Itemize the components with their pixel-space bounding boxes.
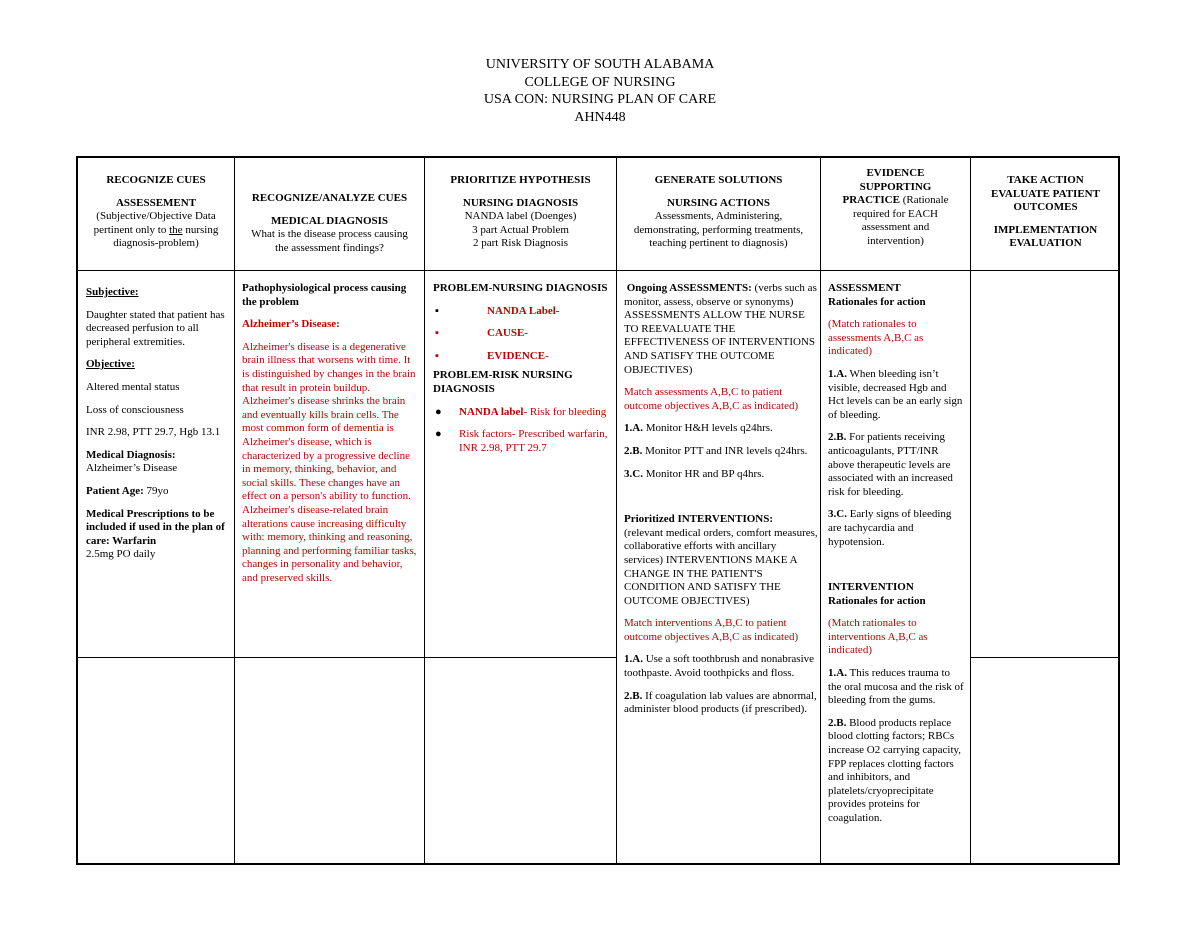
- column-title: PRIORITIZE HYPOTHESIS: [450, 174, 591, 186]
- header-plan-title: USA CON: NURSING PLAN OF CARE: [483, 92, 717, 107]
- risk-heading: PROBLEM-RISK NURSING DIAGNOSIS: [433, 369, 573, 395]
- column-desc: What is the disease process causing: [251, 228, 408, 241]
- assessment-item: 1.A. Monitor H&H levels q24hrs.: [624, 422, 773, 435]
- column-header-take-action: [971, 174, 1120, 251]
- nursing-diagnosis-cell: [433, 282, 613, 455]
- rationale-item: 1.A. This reduces trauma to the oral mucosa and the risk of bleeding from the gums.: [828, 667, 964, 707]
- rationale-item: 2.B. Blood products replace blood clotting factors; RBCs increase O2 carrying capacity, FPP replaces clotting factors and inhibitors, and platelets/cryoprecipitate provides proteins for coagulation.: [828, 716, 962, 824]
- column-desc: required for EACH: [853, 207, 938, 220]
- header-university: UNIVERSITY OF SOUTH ALABAMA: [485, 57, 715, 72]
- prioritized-interventions-label: Prioritized INTERVENTIONS:: [624, 513, 774, 526]
- column-desc: pertinent only to the nursing: [93, 223, 219, 236]
- prescriptions-label: Medical Prescriptions to be included if used in the plan of care: Warfarin: [86, 507, 225, 547]
- patient-age: Patient Age: 79yo: [86, 484, 169, 497]
- risk-factors-bullet: ● Risk factors- Prescribed warfarin, INR 2.98, PTT 29.7: [435, 428, 608, 454]
- column-desc: (Subjective/Objective Data: [96, 210, 216, 223]
- risk-nanda-bullet: ● NANDA label- Risk for bleeding: [435, 405, 607, 418]
- column-title: EVALUATION: [1009, 237, 1082, 250]
- header-college: COLLEGE OF NURSING: [524, 74, 676, 90]
- cause-bullet: ▪ CAUSE-: [435, 327, 528, 340]
- column-header-generate-solutions: [617, 174, 820, 251]
- column-subtitle: ASSESSEMENT: [115, 196, 197, 209]
- patho-text: Alzheimer's disease is a degenerative brain illness that worsens with time. It is distinguished by changes in the brain that result in protein buildup. Alzheimer's disease shrinks the brain and eventually kills brain cells. The most common form of dementia is Alzheimer's disease, which is characterized by a progressive decline in memory, thinking, behavior, and social skills. These changes have an effect on a person's ability to function. Alzheimer's disease-related brain alterations cause increasing difficulty with: memory, thinking and reasoning, planning and performing familiar tasks, changes in personality and behavior, and preserved skills.: [242, 340, 417, 584]
- intervention-item: 2.B. If coagulation lab values are abnormal, administer blood products (if prescribed).: [624, 689, 817, 716]
- ongoing-assessments: Ongoing ASSESSMENTS: (verbs such as monitor, assess, observe or synonyms) ASSESSMENTS ALLOW THE NURSE TO REEVALUATE THE EFFECTIVENESS OF INTERVENTIONS AND SATISFY THE OUTCOME OBJECTIVES): [624, 282, 817, 376]
- nanda-label-bullet: ▪ NANDA Label-: [435, 304, 560, 317]
- subjective-text: Daughter stated that patient has decreased perfusion to all peripheral extremities.: [86, 308, 225, 348]
- assessment-item: 3.C. Monitor HR and BP q4hrs.: [624, 467, 765, 480]
- column-desc: NANDA label (Doenges): [464, 210, 577, 223]
- evaluation-cell-top: [971, 271, 1120, 657]
- document-header: [0, 56, 1200, 126]
- medical-diagnosis: Alzheimer’s Disease: [86, 462, 178, 475]
- rationale-item: 2.B. For patients receiving anticoagulants, PTT/INR above therapeutic levels are associated with an increased risk for bleeding.: [828, 431, 953, 498]
- column-desc: assessment and: [861, 221, 930, 234]
- column-desc: Assessments, Administering,: [654, 210, 783, 223]
- assessment-rationale-sub: Rationales for action: [828, 295, 926, 308]
- column-title: OUTCOMES: [1013, 201, 1078, 214]
- column-desc: demonstrating, performing treatments,: [633, 223, 804, 236]
- assessment-item: 2.B. Monitor PTT and INR levels q24hrs.: [624, 444, 808, 457]
- column-desc: diagnosis-problem): [113, 237, 199, 250]
- assessment-rationale-heading: ASSESSMENT: [828, 282, 901, 294]
- rationale-item: 3.C. Early signs of bleeding are tachycardia and hypotension.: [828, 508, 952, 548]
- disease-label: Alzheimer’s Disease:: [242, 318, 340, 331]
- medical-diagnosis-cell: [242, 282, 420, 585]
- match-assessments-note: Match assessments A,B,C to patient outcome objectives A,B,C as indicated): [624, 386, 799, 412]
- column-subtitle: NURSING ACTIONS: [667, 196, 770, 209]
- column-desc: 2 part Risk Diagnosis: [472, 237, 569, 250]
- objective-item: INR 2.98, PTT 29.7, Hgb 13.1: [86, 426, 221, 439]
- column-header-evidence: [821, 167, 970, 249]
- column-title: RECOGNIZE/ANALYZE CUES: [251, 192, 408, 204]
- intervention-item: 1.A. Use a soft toothbrush and nonabrasive toothpaste. Avoid toothpicks and floss.: [624, 653, 815, 680]
- match-interventions-note: Match interventions A,B,C to patient outcome objectives A,B,C as indicated): [624, 617, 799, 643]
- column-header-prioritize: [425, 174, 616, 251]
- column-header-recognize-cues: [78, 174, 234, 251]
- evaluation-cell-bottom: [971, 658, 1120, 863]
- objective-item: Loss of consciousness: [86, 403, 184, 416]
- assessment-rationale-note: (Match rationales to assessments A,B,C as indicated): [828, 318, 924, 358]
- prioritized-interventions-text: (relevant medical orders, comfort measures, collaborative efforts with ancillary services) INTERVENTIONS MAKE A CHANGE IN THE PATIENT'S CONDITION AND SATISFY THE OUTCOME OBJECTIVES): [624, 526, 818, 607]
- column-header-analyze-cues: [235, 192, 424, 255]
- column-title: EVIDENCE: [866, 167, 925, 179]
- header-course: AHN448: [574, 109, 626, 125]
- column-desc: teaching pertinent to diagnosis): [649, 237, 788, 250]
- assessment-cell: [86, 286, 228, 562]
- column-title: TAKE ACTION: [1007, 174, 1084, 186]
- evidence-bullet: ▪ EVIDENCE-: [435, 349, 549, 362]
- column-title: EVALUATE PATIENT: [991, 187, 1100, 200]
- intervention-rationale-heading: INTERVENTION: [828, 581, 914, 594]
- column-desc: intervention): [867, 234, 924, 247]
- column-desc: the assessment findings?: [275, 241, 384, 254]
- nursing-actions-cell: [624, 282, 818, 717]
- column-title: SUPPORTING: [859, 180, 932, 193]
- column-subtitle: MEDICAL DIAGNOSIS: [270, 214, 389, 227]
- column-title: PRACTICE (Rationale: [842, 194, 949, 207]
- intervention-rationale-sub: Rationales for action: [828, 594, 926, 607]
- objective-item: Altered mental status: [86, 380, 180, 393]
- medical-diagnosis-label: Medical Diagnosis:: [86, 448, 176, 461]
- rationale-item: 1.A. When bleeding isn’t visible, decreased Hgb and Hct levels can be an early sign of bleeding.: [828, 367, 963, 421]
- care-plan-table: [76, 156, 1120, 865]
- patho-heading: Pathophysiological process causing the problem: [242, 282, 407, 308]
- column-desc: 3 part Actual Problem: [472, 223, 569, 236]
- objective-label: Objective:: [86, 358, 135, 371]
- column-subtitle: NURSING DIAGNOSIS: [462, 196, 579, 209]
- subjective-label: Subjective:: [86, 286, 139, 298]
- rationales-cell: [828, 282, 964, 826]
- column-title: RECOGNIZE CUES: [106, 174, 206, 186]
- problem-heading: PROBLEM-NURSING DIAGNOSIS: [433, 282, 608, 294]
- intervention-rationale-note: (Match rationales to interventions A,B,C as indicated): [828, 617, 928, 657]
- column-title: IMPLEMENTATION: [993, 223, 1098, 236]
- prescriptions: 2.5mg PO daily: [86, 548, 156, 561]
- column-title: GENERATE SOLUTIONS: [654, 174, 783, 186]
